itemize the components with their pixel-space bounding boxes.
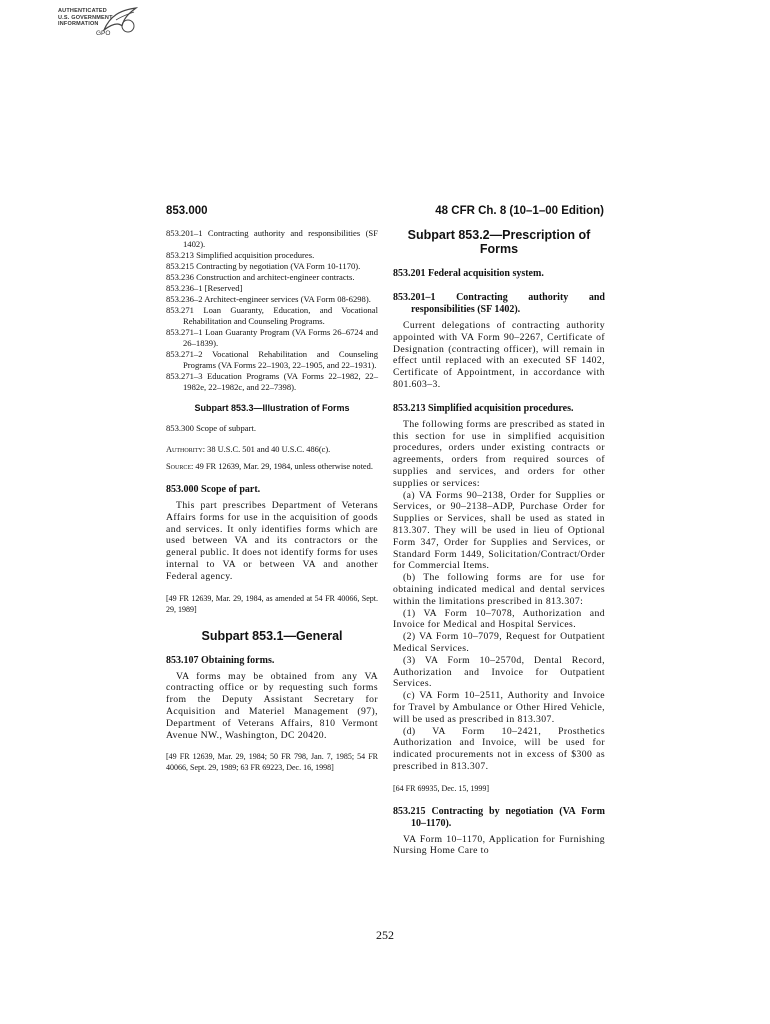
toc-entry: 853.215 Contracting by negotiation (VA Form 10-1170).: [166, 261, 361, 271]
section-body-853-107: VA forms may be obtained from any VA contracting office or by requesting such forms from the Deputy Assistant Secretary for Acquisition and Materiel Management (97), Department of Veterans Affairs, 810 Vermont Avenue NW., Washington, DC 20420.: [166, 670, 378, 741]
source-text: 49 FR 12639, Mar. 29, 1984, unless otherwise noted.: [193, 462, 373, 471]
authority-text: 38 U.S.C. 501 and 40 U.S.C. 486(c).: [205, 445, 331, 454]
toc-entry: 853.271–2 Vocational Rehabilitation and Counseling Programs (VA Forms 22–1903, 22–1905, and 22–1931).: [166, 349, 378, 370]
section-body-853-201-1: Current delegations of contracting authority appointed with VA Form 90–2267, Certificate of Designation (contracting officer), will remain in effect until replaced with an executed SF 1402, Certificate of Appointment, in accordance with 801.603–3.: [393, 320, 605, 390]
source-label: Source:: [166, 462, 194, 471]
citation-853-213: [64 FR 69935, Dec. 15, 1999]: [393, 783, 489, 793]
paragraph: (d) VA Form 10–2421, Prosthetics Authorization and Invoice, will be used for indicated procurements not in excess of $300 as prescribed in 813.307.: [393, 725, 605, 772]
source-note: [166, 461, 378, 472]
section-body-853-000: This part prescribes Department of Veterans Affairs forms for use in the acquisition of goods and services. It only identifies forms which are used between VA and its contractors or the general public. It does not identify forms for uses internal to VA or between VA and another Federal agency.: [166, 500, 378, 582]
section-heading-853-215: 853.215 Contracting by negotiation (VA Form 10–1170).: [393, 805, 605, 829]
running-header-left: 853.000: [166, 205, 208, 217]
page-number: 252: [376, 928, 394, 942]
section-body-853-215: VA Form 10–1170, Application for Furnishing Nursing Home Care to: [393, 833, 605, 857]
logo-line-3: INFORMATION: [58, 21, 99, 27]
running-header-right: 48 CFR Ch. 8 (10–1–00 Edition): [435, 205, 604, 217]
right-column: [393, 228, 605, 857]
toc-entry: 853.236–1 [Reserved]: [166, 283, 243, 293]
paragraph: (1) VA Form 10–7078, Authorization and Invoice for Medical and Hospital Services.: [393, 607, 605, 631]
logo-line-1: AUTHENTICATED: [58, 8, 107, 14]
subpart-1-title: Subpart 853.1—General: [201, 628, 343, 643]
section-heading-853-107: 853.107 Obtaining forms.: [166, 654, 275, 666]
section-heading-853-201: 853.201 Federal acquisition system.: [393, 268, 544, 279]
logo-line-2: U.S. GOVERNMENT: [58, 14, 113, 21]
toc-entry: 853.201–1 Contracting authority and responsibilities (SF 1402).: [166, 228, 378, 249]
table-of-contents: [166, 228, 378, 393]
toc-entry: 853.271–3 Education Programs (VA Forms 22–1982, 22–1982e, 22–1982c, and 22–7398).: [166, 371, 378, 392]
paragraph: (b) The following forms are for use for obtaining indicated medical and dental services within the limitations prescribed in 813.307:: [393, 572, 605, 607]
toc-entry: 853.213 Simplified acquisition procedures.: [166, 250, 315, 260]
gpo-authentication-logo: [58, 6, 142, 46]
authority-note: [166, 444, 378, 455]
paragraph: (a) VA Forms 90–2138, Order for Supplies or Services, or 90–2138–ADP, Purchase Order for Supplies or Services, shall be used as stated in 813.307. They will be used in lieu of Optional Form 347, Order for Supplies and Services, or Standard Form 1449, Solicitation/Contract/Order for Commercial Items.: [393, 489, 605, 572]
section-heading-853-000: 853.000 Scope of part.: [166, 484, 261, 495]
logo-gpo: GPO: [96, 30, 111, 37]
citation-853-107: [49 FR 12639, Mar. 29, 1984; 50 FR 798, Jan. 7, 1985; 54 FR 40066, Sept. 29, 1989; 63 FR 69223, Dec. 16, 1998]: [166, 752, 378, 773]
toc-entry: 853.236–2 Architect-engineer services (VA Form 08-6298).: [166, 294, 371, 304]
toc-entry: 853.300 Scope of subpart.: [166, 423, 256, 433]
subpart-3-title: Subpart 853.3—Illustration of Forms: [194, 403, 350, 413]
left-column: [166, 228, 378, 779]
paragraph: (3) VA Form 10–2570d, Dental Record, Authorization and Invoice for Outpatient Services.: [393, 654, 605, 690]
subpart-2-title: Subpart 853.2—Prescription of Forms: [407, 228, 591, 256]
toc-entry: 853.271–1 Loan Guaranty Program (VA Forms 26–6724 and 26–1839).: [166, 327, 378, 348]
authority-label: Authority:: [166, 445, 206, 454]
paragraph: (c) VA Form 10–2511, Authority and Invoice for Travel by Ambulance or Other Hired Vehicle, will be used as prescribed in 813.307.: [393, 690, 605, 725]
toc-entry: 853.271 Loan Guaranty, Education, and Vocational Rehabilitation and Counseling Programs.: [166, 305, 378, 326]
section-heading-853-213: 853.213 Simplified acquisition procedures.: [393, 402, 574, 414]
paragraph: (2) VA Form 10–7079, Request for Outpatient Medical Services.: [393, 631, 605, 654]
subpart-3-toc: [166, 423, 378, 434]
toc-entry: 853.236 Construction and architect-engineer contracts.: [166, 272, 355, 282]
paragraph: The following forms are prescribed as stated in this section for use in simplified acquisition procedures, orders under existing contracts or agreements, orders from required sources of supplies and services, and orders for other supplies or services:: [393, 418, 605, 489]
section-heading-853-201-1: 853.201–1 Contracting authority and responsibilities (SF 1402).: [393, 292, 605, 315]
citation-853-000: [49 FR 12639, Mar. 29, 1984, as amended at 54 FR 40066, Sept. 29, 1989]: [166, 593, 378, 614]
